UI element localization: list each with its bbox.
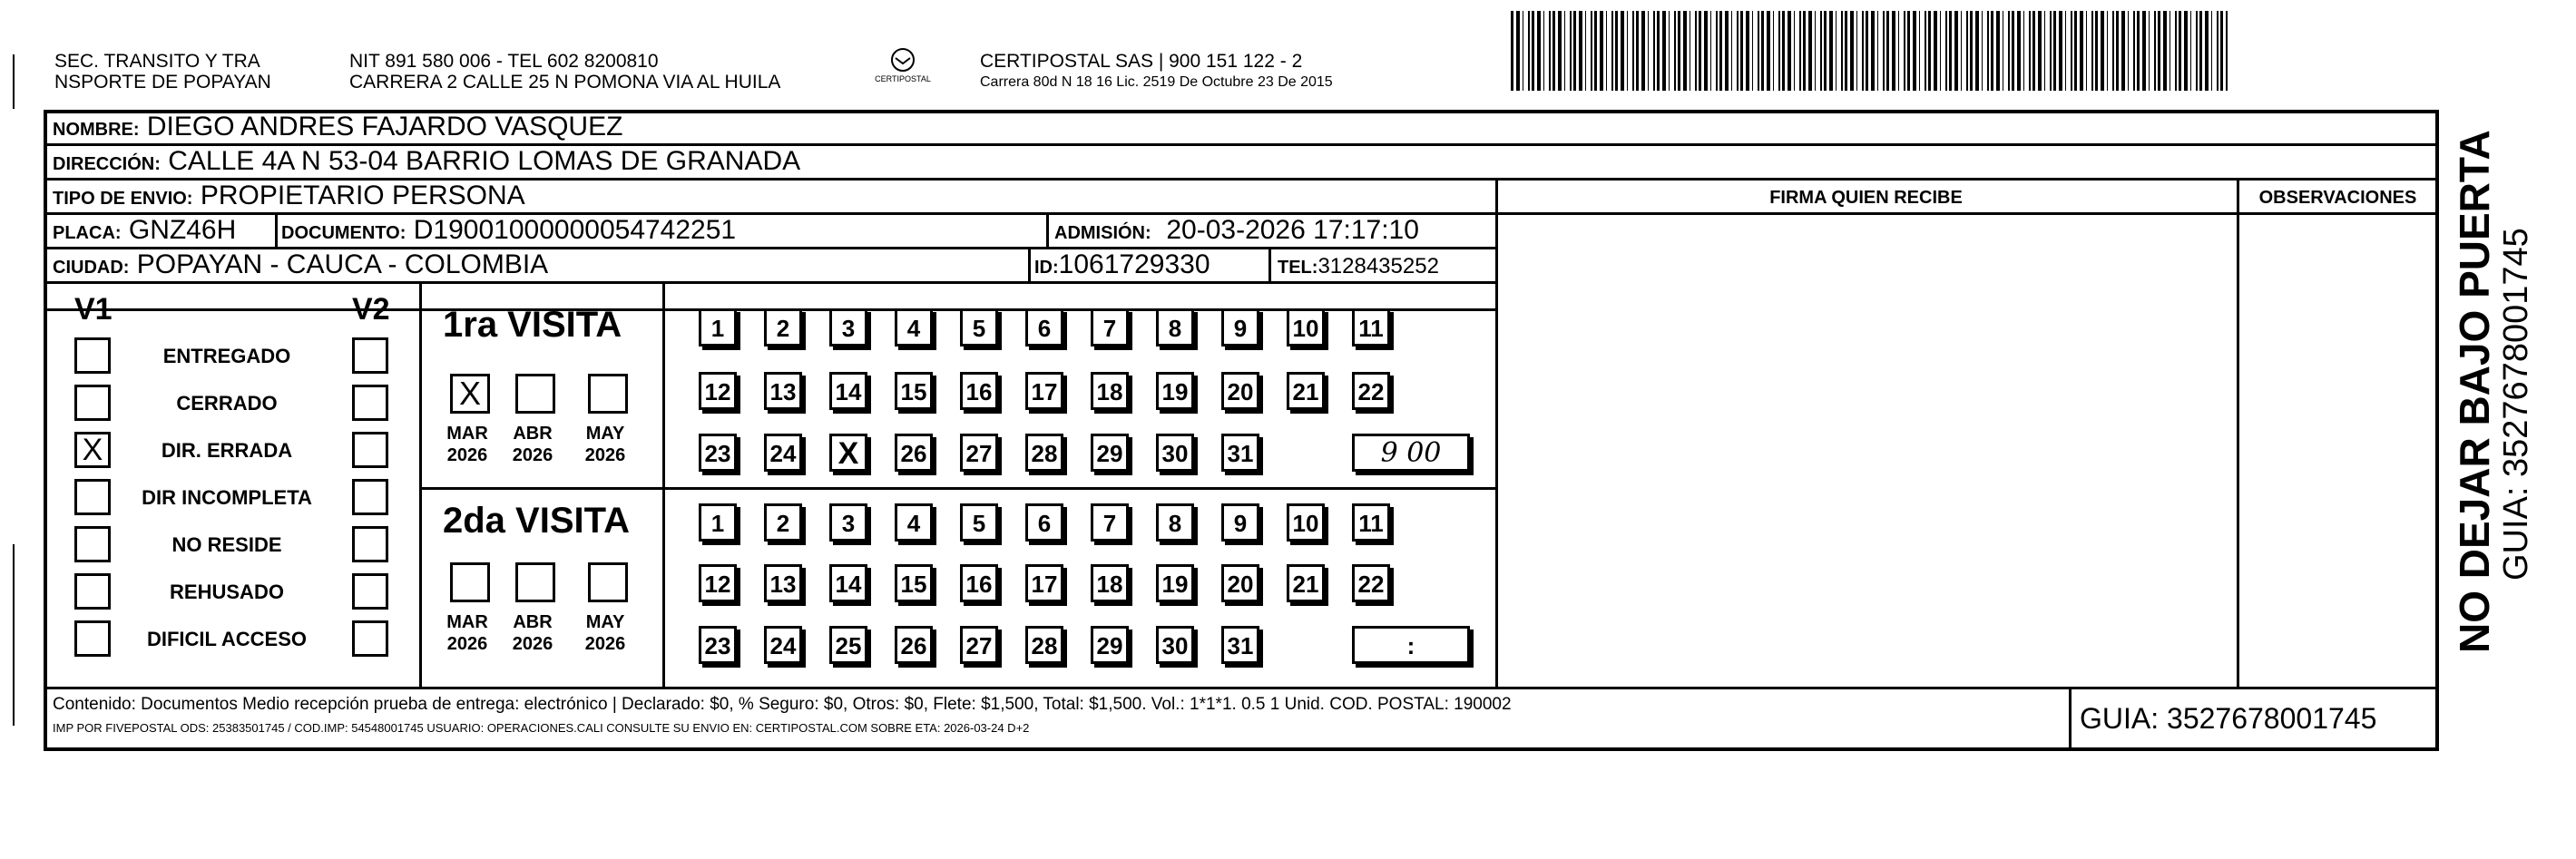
v1-checkbox[interactable] — [74, 479, 111, 515]
visit1-month-checkbox[interactable] — [588, 374, 628, 414]
visit1-day-box[interactable]: 29 — [1091, 434, 1129, 472]
v1-checkbox[interactable] — [74, 620, 111, 657]
visit1-day-box[interactable]: 5 — [960, 308, 998, 347]
visit2-month-checkbox[interactable] — [450, 562, 490, 602]
visit2-day-box[interactable]: 15 — [895, 564, 933, 602]
visit2-month-label: ABR — [513, 612, 553, 632]
visit1-day-box[interactable]: 9 — [1221, 308, 1259, 347]
visit2-day-box[interactable]: 21 — [1287, 564, 1325, 602]
visit2-day-box[interactable]: 1 — [699, 503, 737, 542]
visit2-day-box[interactable]: 19 — [1156, 564, 1194, 602]
documento-row: DOCUMENTO: D19001000000054742251 — [281, 215, 737, 245]
visit1-day-box[interactable]: 12 — [699, 372, 737, 410]
status-label: NO RESIDE — [171, 533, 282, 556]
status-label: ENTREGADO — [162, 345, 291, 367]
visit1-day-box[interactable]: 19 — [1156, 372, 1194, 410]
visit2-title: 2da VISITA — [443, 501, 630, 541]
footer-line-1: Contenido: Documentos Medio recepción prueba de entrega: electrónico | Declarado: $0, % Seguro: $0, Otros: $0, Flete: $1,500, Total: $1,500. Vol.: 1*1*1. 0.5 1 Unid. COD. POSTAL: 190002 — [53, 695, 1512, 714]
visit1-day-box[interactable]: 22 — [1352, 372, 1390, 410]
visit1-day-box[interactable]: 20 — [1221, 372, 1259, 410]
visit1-day-box[interactable]: 2 — [764, 308, 802, 347]
v2-checkbox[interactable] — [352, 337, 388, 374]
documento-value: D19001000000054742251 — [413, 215, 737, 245]
visit2-month-checkbox[interactable] — [588, 562, 628, 602]
visit2-time-box[interactable]: : — [1352, 626, 1470, 664]
status-label: DIR. ERRADA — [161, 439, 293, 462]
visit1-day-box[interactable]: 1 — [699, 308, 737, 347]
observaciones-header: OBSERVACIONES — [2258, 188, 2417, 208]
visit1-month-checkbox[interactable] — [515, 374, 555, 414]
nombre-row: NOMBRE: DIEGO ANDRES FAJARDO VASQUEZ — [53, 112, 623, 142]
status-label: REHUSADO — [170, 581, 284, 603]
certipostal-logo — [871, 45, 935, 94]
visit2-day-box[interactable]: 3 — [829, 503, 867, 542]
v1-checkbox[interactable]: X — [74, 432, 111, 468]
ciudad-row: CIUDAD: POPAYAN - CAUCA - COLOMBIA — [53, 249, 549, 279]
tel-value: 3128435252 — [1317, 254, 1439, 278]
visit2-day-box[interactable]: 10 — [1287, 503, 1325, 542]
barcode — [1511, 11, 2228, 91]
visit2-year-label: 2026 — [446, 634, 488, 654]
placa-row: PLACA: GNZ46H — [53, 215, 237, 245]
visit2-day-box[interactable]: 12 — [699, 564, 737, 602]
visit1-day-box[interactable]: 7 — [1091, 308, 1129, 347]
status-label: DIR INCOMPLETA — [142, 486, 312, 509]
v2-checkbox[interactable] — [352, 385, 388, 421]
visit2-day-box[interactable]: 9 — [1221, 503, 1259, 542]
visit1-day-box[interactable]: 30 — [1156, 434, 1194, 472]
visit2-day-box[interactable]: 2 — [764, 503, 802, 542]
visit1-year-label: 2026 — [584, 445, 626, 465]
visit1-day-box[interactable]: 24 — [764, 434, 802, 472]
visit1-day-box[interactable]: 17 — [1025, 372, 1063, 410]
visit2-month-label: MAY — [585, 612, 625, 632]
v1-checkbox[interactable] — [74, 385, 111, 421]
svg-text:CERTIPOSTAL: CERTIPOSTAL — [875, 74, 931, 83]
visit1-day-box[interactable]: 26 — [895, 434, 933, 472]
visit2-month-checkbox[interactable] — [515, 562, 555, 602]
visit2-day-box[interactable]: 4 — [895, 503, 933, 542]
v2-checkbox[interactable] — [352, 526, 388, 562]
firma-header: FIRMA QUIEN RECIBE — [1769, 188, 1963, 208]
visit1-day-box[interactable]: 21 — [1287, 372, 1325, 410]
nombre-value: DIEGO ANDRES FAJARDO VASQUEZ — [146, 112, 623, 142]
visit1-day-box[interactable]: 6 — [1025, 308, 1063, 347]
visit2-day-box[interactable]: 13 — [764, 564, 802, 602]
v2-label: V2 — [352, 292, 390, 327]
visit1-day-box[interactable]: 14 — [829, 372, 867, 410]
company-line-1: CERTIPOSTAL SAS | 900 151 122 - 2 — [980, 51, 1303, 72]
visit2-month-label: MAR — [446, 612, 488, 632]
visit2-day-box[interactable]: 11 — [1352, 503, 1390, 542]
ciudad-value: POPAYAN - CAUCA - COLOMBIA — [136, 249, 549, 279]
nit-line-1: NIT 891 580 006 - TEL 602 8200810 — [349, 51, 659, 72]
side-warning: NO DEJAR BAJO PUERTA — [2451, 130, 2498, 653]
visit1-year-label: 2026 — [446, 445, 488, 465]
visit2-day-box[interactable]: 28 — [1025, 626, 1063, 664]
visit2-year-label: 2026 — [584, 634, 626, 654]
v2-checkbox[interactable] — [352, 573, 388, 610]
visit1-day-box[interactable]: 31 — [1221, 434, 1259, 472]
visit1-day-box[interactable]: 4 — [895, 308, 933, 347]
v2-checkbox[interactable] — [352, 479, 388, 515]
visit2-day-box[interactable]: 29 — [1091, 626, 1129, 664]
visit1-day-box[interactable]: 16 — [960, 372, 998, 410]
visit2-day-box[interactable]: 24 — [764, 626, 802, 664]
visit1-month-label: MAR — [446, 424, 488, 444]
direccion-value: CALLE 4A N 53-04 BARRIO LOMAS DE GRANADA — [168, 146, 801, 176]
visit1-day-box[interactable]: 11 — [1352, 308, 1390, 347]
v1-checkbox[interactable] — [74, 526, 111, 562]
visit1-day-box[interactable]: 18 — [1091, 372, 1129, 410]
visit2-day-box[interactable]: 5 — [960, 503, 998, 542]
direccion-row: DIRECCIÓN: CALLE 4A N 53-04 BARRIO LOMAS DE GRANADA — [53, 146, 801, 176]
visit1-day-box[interactable]: 27 — [960, 434, 998, 472]
nit-line-2: CARRERA 2 CALLE 25 N POMONA VIA AL HUILA — [349, 72, 781, 93]
visit1-month-label: ABR — [513, 424, 553, 444]
visit1-day-box[interactable]: 28 — [1025, 434, 1063, 472]
footer-guia: GUIA: 3527678001745 — [2080, 702, 2377, 735]
visit2-day-box[interactable]: 26 — [895, 626, 933, 664]
v2-checkbox[interactable] — [352, 432, 388, 468]
visit2-day-box[interactable]: 17 — [1025, 564, 1063, 602]
visit1-day-box[interactable]: 10 — [1287, 308, 1325, 347]
visit2-day-box[interactable]: 22 — [1352, 564, 1390, 602]
visit1-title: 1ra VISITA — [443, 305, 622, 345]
visit2-day-box[interactable]: 30 — [1156, 626, 1194, 664]
company-line-2: Carrera 80d N 18 16 Lic. 2519 De Octubre 23 De 2015 — [980, 74, 1333, 90]
visit2-day-box[interactable]: 7 — [1091, 503, 1129, 542]
visit2-day-box[interactable]: 14 — [829, 564, 867, 602]
visit2-day-box[interactable]: 18 — [1091, 564, 1129, 602]
visit2-day-box[interactable]: 8 — [1156, 503, 1194, 542]
id-value: 1061729330 — [1058, 249, 1210, 279]
admision-value: 20-03-2026 17:17:10 — [1166, 215, 1419, 245]
visit2-day-box[interactable]: 25 — [829, 626, 867, 664]
issuer-line-2: NSPORTE DE POPAYAN — [54, 72, 271, 93]
issuer-line-1: SEC. TRANSITO Y TRA — [54, 51, 260, 72]
visit1-day-box[interactable]: 15 — [895, 372, 933, 410]
visit1-year-label: 2026 — [512, 445, 553, 465]
visit2-day-box[interactable]: 16 — [960, 564, 998, 602]
visit1-day-box[interactable]: 13 — [764, 372, 802, 410]
footer-line-2: IMP POR FIVEPOSTAL ODS: 25383501745 / COD.IMP: 54548001745 USUARIO: OPERACIONES.CALI CONSULTE SU ENVIO EN: CERTIPOSTAL.COM SOBRE ETA: 2026-03-24 D+2 — [53, 721, 1030, 735]
v1-checkbox[interactable] — [74, 337, 111, 374]
side-guia: GUIA: 3527678001745 — [2497, 228, 2535, 581]
v2-checkbox[interactable] — [352, 620, 388, 657]
visit2-day-box[interactable]: 20 — [1221, 564, 1259, 602]
placa-value: GNZ46H — [128, 215, 237, 245]
visit2-year-label: 2026 — [512, 634, 553, 654]
id-row: ID:1061729330 — [1034, 249, 1210, 279]
status-label: DIFICIL ACCESO — [146, 628, 307, 650]
v1-label: V1 — [74, 292, 113, 327]
visit1-day-box[interactable]: 23 — [699, 434, 737, 472]
v1-checkbox[interactable] — [74, 573, 111, 610]
visit2-day-box[interactable]: 31 — [1221, 626, 1259, 664]
visit1-month-label: MAY — [585, 424, 625, 444]
tel-row: TEL:3128435252 — [1278, 254, 1439, 278]
admision-row: ADMISIÓN: 20-03-2026 17:17:10 — [1054, 215, 1419, 245]
visit2-day-box[interactable]: 23 — [699, 626, 737, 664]
visit2-day-box[interactable]: 27 — [960, 626, 998, 664]
visit1-day-box[interactable]: 3 — [829, 308, 867, 347]
visit1-day-box[interactable]: X — [829, 434, 867, 472]
visit1-time-box[interactable]: 9 00 — [1352, 434, 1470, 472]
visit1-month-checkbox[interactable]: X — [450, 374, 490, 414]
tipo-row: TIPO DE ENVIO: PROPIETARIO PERSONA — [53, 181, 525, 210]
visit2-day-box[interactable]: 6 — [1025, 503, 1063, 542]
status-label: CERRADO — [176, 392, 278, 415]
tipo-value: PROPIETARIO PERSONA — [200, 181, 525, 210]
visit1-day-box[interactable]: 8 — [1156, 308, 1194, 347]
